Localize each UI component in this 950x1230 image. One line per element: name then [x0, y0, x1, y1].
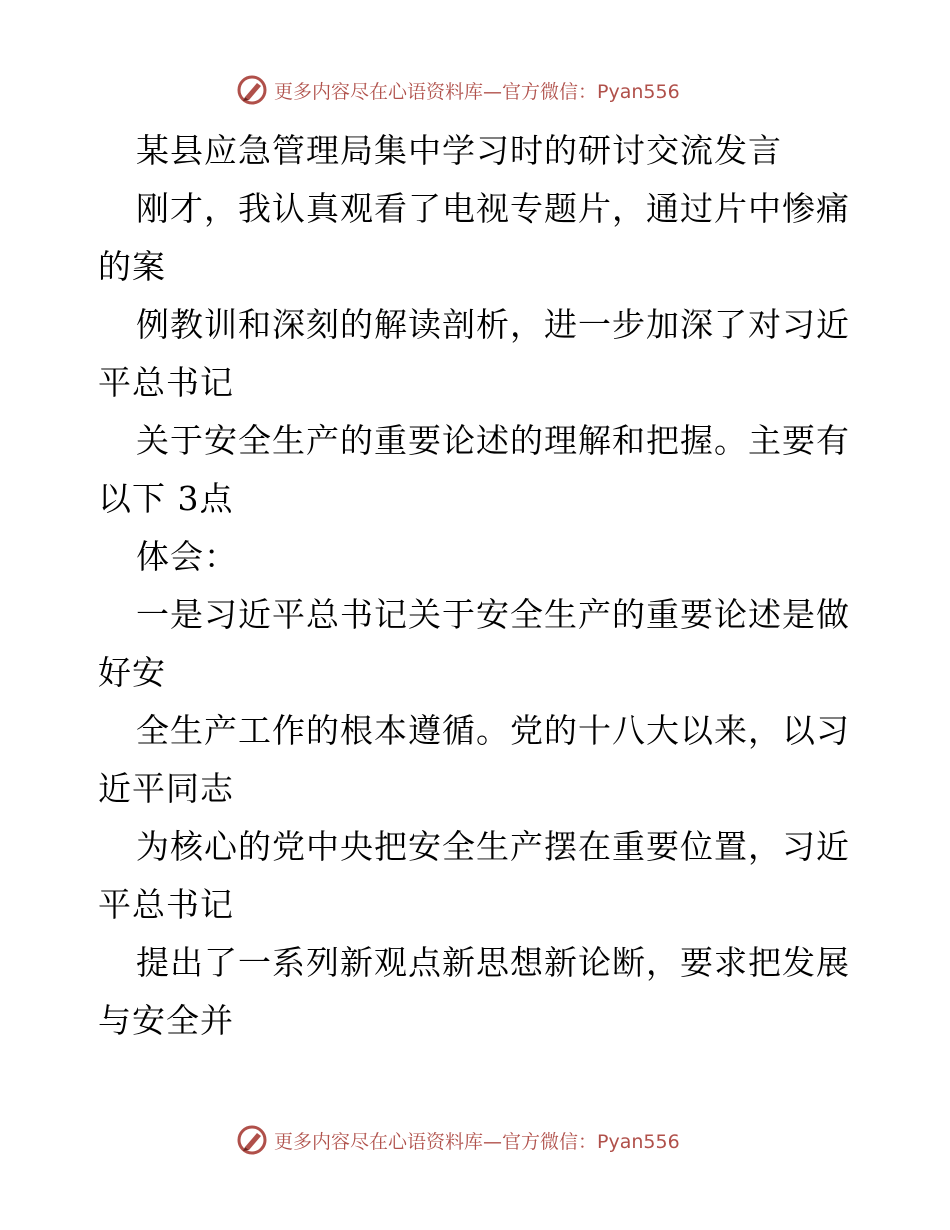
- paragraph-line: 平总书记: [98, 885, 234, 924]
- watermark-text: 更多内容尽在心语资料库—官方微信：Pyan556: [274, 80, 680, 103]
- pen-logo-icon: [236, 74, 268, 106]
- paragraph-line: 全生产工作的根本遵循。党的十八大以来，以习: [136, 711, 850, 750]
- paragraph-line: 平总书记: [98, 363, 234, 402]
- paragraph-line: 为核心的党中央把安全生产摆在重要位置，习近: [136, 827, 850, 866]
- paragraph-line: 关于安全生产的重要论述的理解和把握。主要有: [136, 421, 850, 460]
- watermark-text: 更多内容尽在心语资料库—官方微信：Pyan556: [274, 1130, 680, 1153]
- paragraph-line: 一是习近平总书记关于安全生产的重要论述是做: [136, 595, 850, 634]
- paragraph-line: 近平同志: [98, 769, 234, 808]
- paragraph-line: 好安: [98, 653, 166, 692]
- header-watermark: [236, 73, 796, 107]
- pen-logo-icon: [236, 1124, 268, 1156]
- paragraph-line: 提出了一系列新观点新思想新论断，要求把发展: [136, 943, 850, 982]
- paragraph-line: 刚才，我认真观看了电视专题片，通过片中惨痛: [136, 189, 850, 228]
- document-body: [98, 122, 888, 1050]
- paragraph-line: 与安全并: [98, 1001, 234, 1040]
- footer-watermark: [236, 1123, 796, 1157]
- paragraph-line: 体会：: [136, 537, 238, 576]
- document-title: 某县应急管理局集中学习时的研讨交流发言: [136, 131, 782, 170]
- paragraph-line: 例教训和深刻的解读剖析，进一步加深了对习近: [136, 305, 850, 344]
- paragraph-line: 以下 3点: [98, 479, 234, 518]
- paragraph-line: 的案: [98, 247, 166, 286]
